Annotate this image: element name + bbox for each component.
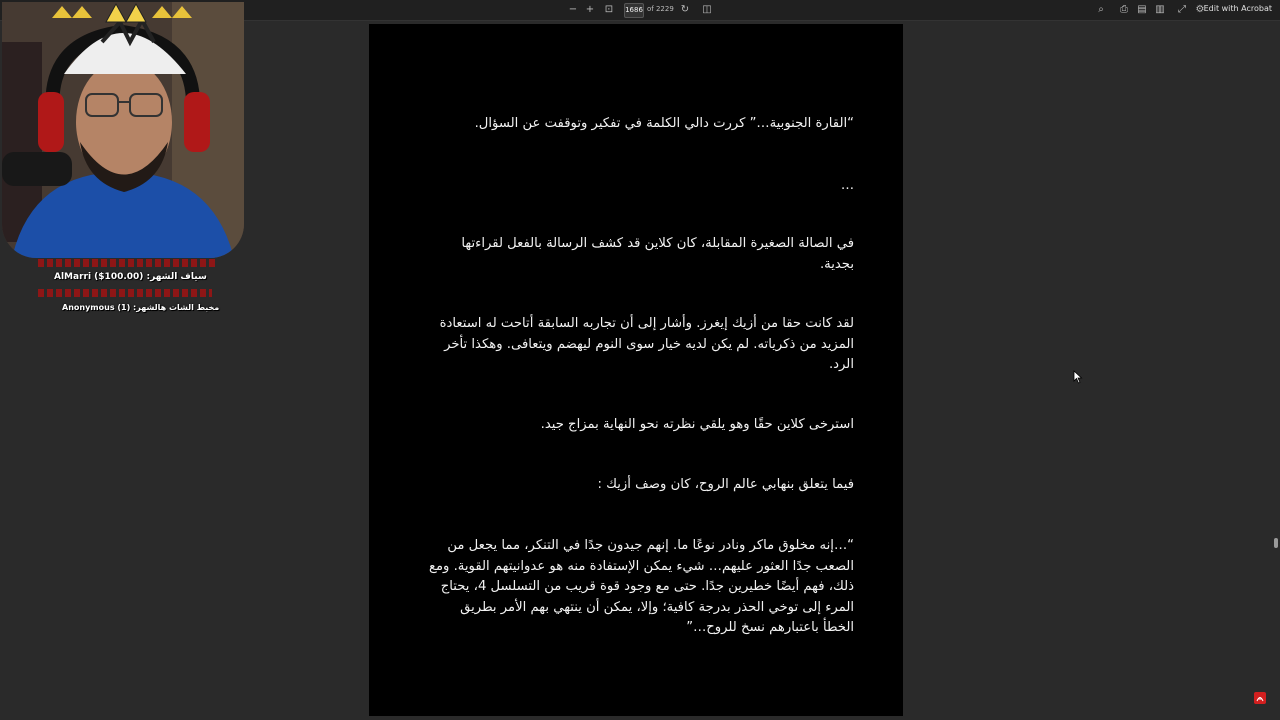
- total-pages-label: of 2229: [647, 5, 674, 13]
- vertical-scrollbar[interactable]: [1272, 22, 1280, 720]
- page-view-icon[interactable]: ◫: [702, 4, 712, 15]
- paragraph: “القارة الجنوبية…” كررت دالي الكلمة في تفكير وتوقفت عن السؤال.: [474, 116, 854, 131]
- overlay-faded-line: [38, 259, 218, 267]
- top-supporter-label: سياف الشهر: AlMarri ($100.00): [54, 272, 207, 282]
- chat-stat-label: مخبط الشات هالشهر: Anonymous (1): [62, 303, 220, 312]
- streamer-image: [2, 2, 244, 258]
- settings-icon[interactable]: ⚙: [1195, 4, 1205, 15]
- paragraph: فيما يتعلق بنهابي عالم الروح، كان وصف أزيك :: [597, 477, 854, 492]
- paragraph: “…إنه مخلوق ماكر ونادر نوعًا ما. إنهم جيدون جدًا في التنكر، مما يجعل من الصعب جدًا العثور عليهم… شيء يمكن الإستفادة منه هو عدوانيتهم القوية. ومع ذلك، فهم أيضًا خطيرين جدًا. حتى مع وجود قوة قريب من التسلسل 4، يحتاج المرء إلى توخي الحذر بدرجة كافية؛ وإلا، يمكن أن ينتهي بهم الأمر بطريق الخطأ باعتبارهم نسخ للروح…”: [428, 538, 854, 635]
- page-number-input[interactable]: 1686: [624, 3, 644, 18]
- fit-page-icon[interactable]: ⊡: [604, 4, 614, 15]
- acrobat-icon[interactable]: [1254, 692, 1266, 704]
- paragraph: في الصالة الصغيرة المقابلة، كان كلاين قد كشف الرسالة بالفعل لقراءتها بجدية.: [461, 236, 854, 272]
- rotate-icon[interactable]: ↻: [680, 4, 690, 15]
- save-icon[interactable]: ▤: [1137, 4, 1147, 15]
- zoom-in-icon[interactable]: +: [585, 4, 595, 15]
- webcam-feed: [2, 2, 244, 258]
- zoom-out-icon[interactable]: −: [568, 4, 578, 15]
- overlay-faded-line: [38, 289, 212, 297]
- print-icon[interactable]: ⎙: [1120, 4, 1128, 15]
- edit-with-acrobat-button[interactable]: Edit with Acrobat: [1203, 4, 1272, 13]
- paragraph: …: [840, 178, 854, 193]
- search-icon[interactable]: ⌕: [1098, 4, 1104, 15]
- scrollbar-thumb[interactable]: [1274, 538, 1278, 548]
- paragraph: لقد كانت حقا من أزيك إيغرز. وأشار إلى أن تجاربه السابقة أتاحت له استعادة المزيد من ذكرياته. لم يكن لديه خيار سوى النوم ليهضم ويتعافى. وهكذا تأخر الرد.: [439, 316, 854, 372]
- pdf-page: [369, 24, 903, 716]
- mouse-cursor-icon: [1073, 370, 1083, 384]
- paragraph: استرخى كلاين حقًا وهو يلقي نظرته نحو النهاية بمزاج جيد.: [540, 417, 854, 432]
- download-icon[interactable]: ▥: [1155, 4, 1165, 15]
- expand-icon[interactable]: ⤢: [1178, 4, 1186, 15]
